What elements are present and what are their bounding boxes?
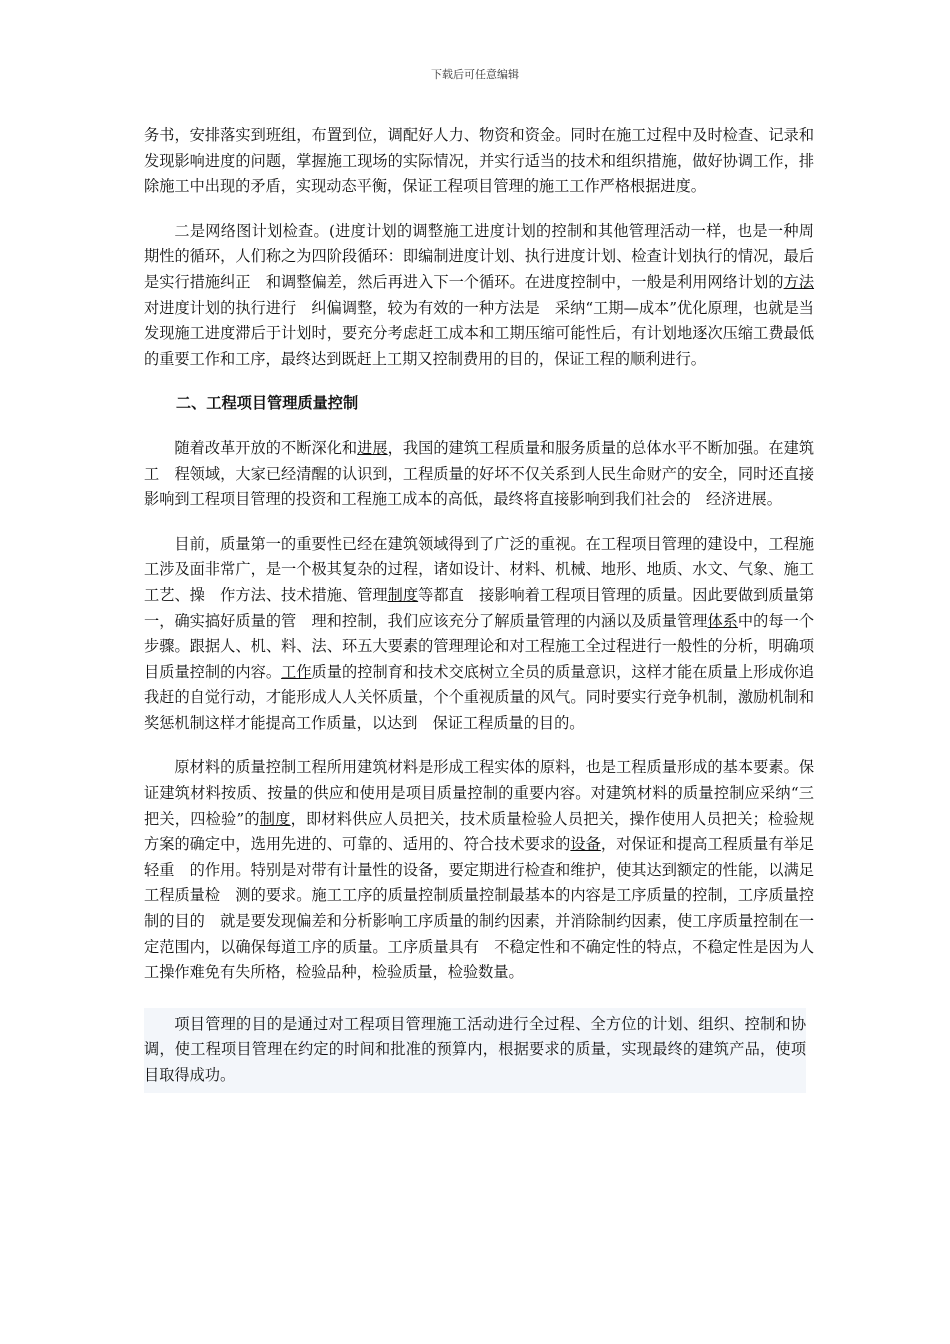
paragraph-5-text-c: ，对保证和提高工程质量有举足轻重 的作用。特别是对带有计量性的设备，要定期进行检查和维护，使其达到额定的性能，以满足工程质量检 测的要求。施工工序的质量控制质量控制最基本的内容是工序质量的控制，工序质量控制的目的 就是要发现偏差和分析影响工序质量的制约因素，并消除制约因素，使工序质量控制在一定范围内，以确保每道工序的质量。工序质量具有 不稳定性和不确定性的特点，不稳定性是因为人工操作难免有失所格，检验品种，检验质量，检验数量。 bbox=[144, 835, 815, 982]
link-system[interactable]: 制度 bbox=[387, 585, 419, 604]
document-body bbox=[144, 123, 814, 1093]
paragraph-4 bbox=[144, 532, 814, 737]
paragraph-5-text-a: 原材料的质量控制工程所用建筑材料是形成工程实体的原料，也是工程质量形成的基本要素。保证建筑材料按质、按量的供应和使用是项目质量控制的重要内容。对建筑材料的质量控制应采纳“三把关，四检验”的 bbox=[144, 758, 814, 828]
link-progress[interactable]: 进展 bbox=[357, 438, 388, 457]
paragraph-3 bbox=[144, 436, 814, 513]
paragraph-4-text-a: 目前，质量第一的重要性已经在建筑领域得到了广泛的重视。在工程项目管理的建设中，工程施工涉及面非常广，是一个极其复杂的过程，诸如设计、材料、机械、地形、地质、水文、气象、施工工艺、操 作方法、技术措施、管理 bbox=[144, 534, 814, 604]
link-equipment[interactable]: 设备 bbox=[570, 835, 601, 854]
paragraph-5 bbox=[144, 755, 814, 985]
link-framework[interactable]: 体系 bbox=[707, 611, 738, 630]
paragraph-1: 务书，安排落实到班组，布置到位，调配好人力、物资和资金。同时在施工过程中及时检查、记录和发现影响进度的问题，掌握施工现场的实际情况，并实行适当的技术和组织措施，做好协调工作，排除施工中出现的矛盾，实现动态平衡，保证工程项目管理的施工工作严格根据进度。 bbox=[144, 126, 814, 196]
paragraph-2-text-a: 二是网络图计划检查。(进度计划的调整施工进度计划的控制和其他管理活动一样，也是一种周期性的循环，人们称之为四阶段循环：即编制进度计划、执行进度计划、检查计划执行的情况，最后是实行措施纠正 和调整偏差，然后再进入下一个循环。在进度控制中，一般是利用网络计划的 bbox=[144, 221, 814, 291]
paragraph-2 bbox=[144, 219, 814, 373]
link-work[interactable]: 工作 bbox=[281, 662, 312, 681]
paragraph-6-summary: 项目管理的目的是通过对工程项目管理施工活动进行全过程、全方位的计划、组织、控制和协调，使工程项目管理在约定的时间和批准的预算内，根据要求的质量，实现最终的建筑产品，使项目取得成功。 bbox=[144, 1008, 806, 1093]
link-regulation[interactable]: 制度 bbox=[259, 809, 291, 828]
paragraph-4-text-d: 质量的控制育和技术交底树立全员的质量意识，这样才能在质量上形成你追我赶的自觉行动，才能形成人人关怀质量，个个重视质量的风气。同时要实行竞争机制，激励机制和奖惩机制这样才能提高工作质量，以达到 保证工程质量的目的。 bbox=[144, 662, 815, 732]
page-header: 下载后可任意编辑 bbox=[431, 68, 519, 81]
paragraph-3-text-b: ，我国的建筑工程质量和服务质量的总体水平不断加强。在建筑工 程领域，大家已经清醒的认识到，工程质量的好坏不仅关系到人民生命财产的安全，同时还直接影响到工程项目管理的投资和工程施工成本的高低，最终将直接影响到我们社会的 经济进展。 bbox=[144, 438, 815, 509]
section-heading: 二、工程项目管理质量控制 bbox=[175, 394, 359, 413]
paragraph-2-text-b: 对进度计划的执行进行 纠偏调整，较为有效的一种方法是 采纳“工期—成本”优化原理，也就是当发现施工进度滞后于计划时，要充分考虑赶工成本和工期压缩可能性后，有计划地逐次压缩工费最低的重要工作和工序，最终达到既赶上工期又控制费用的目的，保证工程的顺利进行。 bbox=[144, 298, 814, 368]
paragraph-5-text-b: ，即材料供应人员把关，技术质量检验人员把关，操作使用人员把关；检验规方案的确定中，选用先进的、可靠的、适用的、符合技术要求的 bbox=[144, 809, 815, 854]
paragraph-4-text-c: 中的每一个步骤。跟据人、机、料、法、环五大要素的管理理论和对工程施工全过程进行一般性的分析，明确项目质量控制的内容。 bbox=[144, 611, 815, 681]
paragraph-4-text-b: 等都直 接影响着工程项目管理的质量。因此要做到质量第一，确实搞好质量的管 理和控制，我们应该充分了解质量管理的内涵以及质量管理 bbox=[144, 585, 815, 630]
link-method[interactable]: 方法 bbox=[783, 272, 815, 291]
paragraph-3-text-a: 随着改革开放的不断深化和 bbox=[174, 438, 358, 457]
